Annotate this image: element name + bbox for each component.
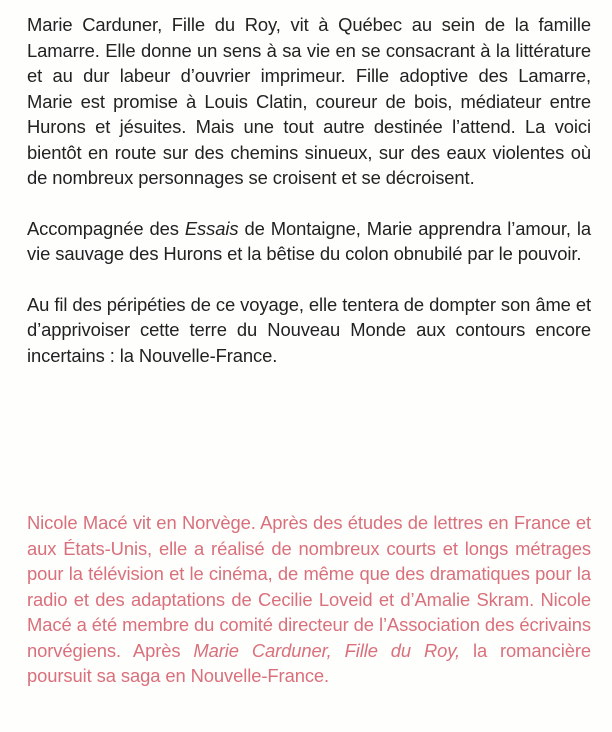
summary-paragraph-1: Marie Carduner, Fille du Roy, vit à Québec au sein de la famille Lamarre. Elle donne un sens à sa vie en se consacrant à la littérature et au dur labeur d’ouvrier imprimeur. Fille adoptive des Lamarre, Marie est promise à Louis Clatin, coureur de bois, médiateur entre Hurons et jésuites. Mais une tout autre destinée l’attend. La voici bientôt en route sur des chemins sinueux, sur des eaux violentes où de nombreux personnages se croisent et se décroisent. xyxy=(27,14,591,188)
summary-paragraph-2-start: Accompagnée des xyxy=(27,217,185,239)
author-bio xyxy=(27,510,591,689)
book-summary xyxy=(27,12,591,368)
author-bio-start: Nicole Macé vit en Norvège. Après des études de lettres en France et aux États-Unis, elle a réalisé de nombreux courts et longs métrages pour la télévision et le cinéma, de même que des dramatiques pour la radio et des adaptations de Cecilie Loveid et d’Amalie Skram. Nicole Macé a été membre du comité directeur de l’Association des écrivains norvégiens. Après xyxy=(27,512,591,661)
author-bio-end: la romancière poursuit sa saga en Nouvelle-France. xyxy=(27,639,591,686)
essais-title: Essais xyxy=(184,217,239,239)
summary-paragraph-3: Au fil des péripéties de ce voyage, elle tentera de dompter son âme et d’apprivoiser cette terre du Nouveau Monde aux contours encore incertains : la Nouvelle-France. xyxy=(27,293,591,366)
novel-title: Marie Carduner, Fille du Roy, xyxy=(193,639,461,661)
summary-paragraph-2 xyxy=(27,216,591,267)
summary-paragraph-2-end: de Montaigne, Marie apprendra l’amour, la vie sauvage des Hurons et la bêtise du colon obnubilé par le pouvoir. xyxy=(27,217,591,264)
author-bio-paragraph xyxy=(27,510,591,689)
